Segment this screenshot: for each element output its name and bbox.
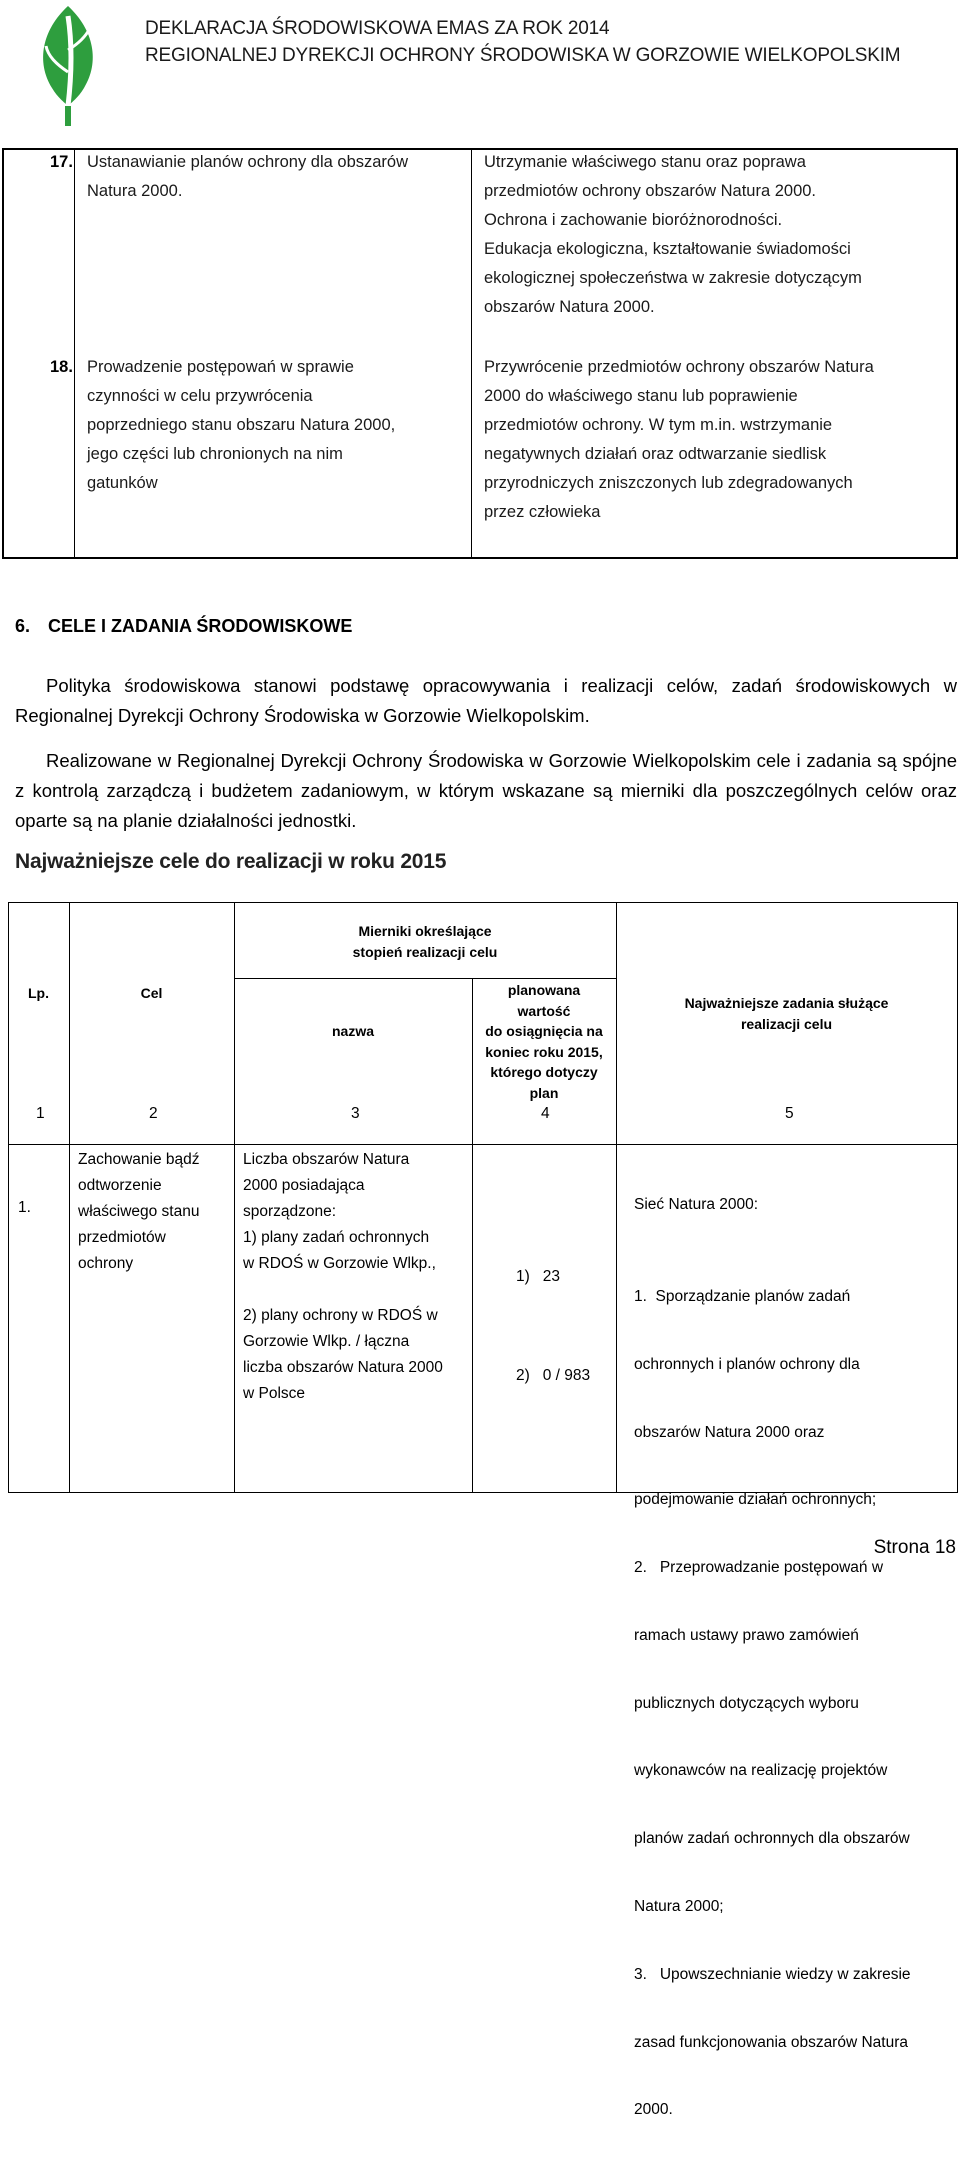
row-number: 17. <box>50 153 73 171</box>
goals-heading: Najważniejsze cele do realizacji w roku 2015 <box>15 850 447 873</box>
goal-cell: Utrzymanie właściwego stanu oraz poprawa przedmiotów ochrony obszarów Natura 2000. Ochrona i zachowanie bioróżnorodności. Edukacja ekologiczna, kształtowanie świadomości ekologicznej społeczeństwa w zakresie dotyczącym obszarów Natura 2000. <box>484 153 862 316</box>
column-number: 4 <box>541 1105 550 1122</box>
tasks-cell: Sieć Natura 2000: 1. Sporządzanie planów zadań ochronnych i planów ochrony dla obszarów Natura 2000 oraz podejmowanie działań ochronnych; 2. Przeprowadzanie postępowań w ramach ustawy prawo zamówień publicznych dotyczących wyboru wykonawców na realizację projektów planów zadań ochronnych dla obszarów Natura 2000; 3. Upowszechnianie wiedzy w zakresie zasad funkcjonowania obszarów Natura 2000. <box>634 1196 911 2119</box>
goal-cell: Przywrócenie przedmiotów ochrony obszarów Natura 2000 do właściwego stanu lub poprawienie przedmiotów ochrony. W tym m.in. wstrzymanie negatywnych działań oraz odtwarzanie siedlisk przyrodniczych zniszczonych lub zdegradowanych przez człowieka <box>484 358 874 521</box>
policy-paragraph: Polityka środowiskowa stanowi podstawę opracowywania i realizacji celów, zadań środowiskowych w Regionalnej Dyrekcji Ochrony Środowiska w Gorzowie Wielkopolskim. <box>15 675 957 726</box>
measure-name-cell: Liczba obszarów Natura 2000 posiadająca sporządzone: 1) plany zadań ochronnych w RDOŚ w Gorzowie Wlkp., 2) plany ochrony w RDOŚ w Gorzowie Wlkp. / łączna liczba obszarów Natura 2000 w Polsce <box>243 1151 443 1402</box>
goal-header: Cel <box>140 985 163 1001</box>
name-header: nazwa <box>331 1023 374 1039</box>
task-cell: Ustanawianie planów ochrony dla obszarów Natura 2000. <box>87 153 409 200</box>
leaf-logo <box>28 2 108 130</box>
section-title: 6. CELE I ZADANIA ŚRODOWISKOWE <box>15 616 353 636</box>
goals-paragraph: Realizowane w Regionalnej Dyrekcji Ochrony Środowiska w Gorzowie Wielkopolskim cele i zadania są spójne z kontrolą zarządczą i budżetem zadaniowym, w którym wskazane są mierniki dla poszczególnych celów oraz oparte są na planie działalności jednostki. <box>15 750 957 831</box>
tasks-header: Najważniejsze zadania służące realizacji celu <box>684 995 889 1032</box>
lp-header: Lp. <box>28 985 49 1001</box>
planned-value-cell: 1) 23 2) 0 / 983 <box>516 1268 591 1384</box>
column-number: 2 <box>149 1105 158 1122</box>
header-title-line2: REGIONALNEJ DYREKCJI OCHRONY ŚRODOWISKA W GORZOWIE WIELKOPOLSKIM <box>145 45 901 66</box>
column-number: 3 <box>351 1105 360 1122</box>
goal-cell: Zachowanie bądź odtworzenie właściwego stanu przedmiotów ochrony <box>78 1151 200 1272</box>
page-number: Strona 18 <box>873 1537 956 1558</box>
row-lp: 1. <box>18 1199 31 1216</box>
column-number: 1 <box>36 1105 45 1122</box>
task-cell: Prowadzenie postępowań w sprawie czynności w celu przywrócenia poprzedniego stanu obszaru Natura 2000, jego części lub chronionych na nim gatunków <box>87 358 396 492</box>
planned-value-header: planowana wartość do osiągnięcia na koniec roku 2015, którego dotyczy plan <box>485 982 603 1101</box>
column-number: 5 <box>785 1105 794 1122</box>
measures-header: Mierniki określające stopień realizacji celu <box>352 923 498 960</box>
row-number: 18. <box>50 358 73 376</box>
header-title-line1: DEKLARACJA ŚRODOWISKOWA EMAS ZA ROK 2014 <box>145 18 610 39</box>
